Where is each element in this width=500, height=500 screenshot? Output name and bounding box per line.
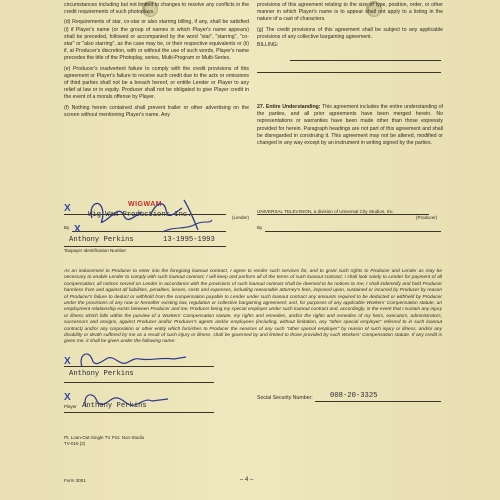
ssn-label: Social Security Number:	[257, 395, 313, 401]
right-column-text	[257, 2, 443, 49]
taxpayer-label: Taxpayer Identification Number	[64, 248, 127, 253]
taxpayer-line	[64, 246, 226, 247]
billing-line	[290, 60, 441, 61]
lender-by-label: By	[64, 225, 70, 230]
left-para-1: circumstances including but not limited to changes to resolve any conflicts in the credit requirements of such photoplays.	[64, 2, 249, 16]
form-number: Form 3001	[64, 478, 86, 483]
inducement-paragraph: As an inducement to Producer to enter into the foregoing loanout contract, I agree to render such services for, and to grant such rights to Producer and Lender as may be necessary to enable Lender to comply with such loanout contract; I will keep and perform all of the terms of such loanout contract; I shall look solely to Lender for payment of all compensation; all notices served on Lender in accordance with the provisions of such loanout contract shall be deemed to be notices to me; I shall indemnify and hold Producer harmless from and against all liabilities, penalties, losses, costs and expenses, including reasonable attorney's fees, imposed upon, sustained or incurred by Producer by reason of Producer's failure to deduct or withhold from the compensation payable to Lender under such loanout contract any amounts required to be deducted or withheld by Producer under the provisions of any now or hereafter existing law, regulation or collective bargaining agreement; and, for purposes of any applicable Workers' Compensation statute, an employment relationship exists between Producer and me, Producer being my special employer under such loanout contract and, accordingly, in the event that I sustain any injury or illness which falls within the purview of a Workers' Compensation statute, my rights and remedies, and/or the rights and remedies of my heirs, executors, administrators, successors and assigns, against Producer and/or Producer's agents and/or employees (including, without limitation, any "other special employer" referred to in such loanout contract) and/or any corporation or other entity which furnishes to Producer the services of any such "other special employer" by reason of such injury or illness, and/or any disability or death suffered by me as a result of such injury or illness, shall be governed by and limited to those provided by such Workers' Compensation statute. If any credit is given me, it shall be given under the following name:	[64, 269, 442, 345]
taxpayer-id-number: 13-1995-1993	[163, 236, 215, 244]
player-name-line	[64, 382, 214, 383]
producer-company-line	[257, 214, 429, 215]
right-para-2: (g) The credit provisions of this agreement shall be subject to any applicable provisions of any collective bargaining agreement.	[257, 26, 443, 40]
entire-understanding-heading: 27. Entire Understanding:	[257, 104, 321, 110]
left-para-3: (e) Producer's inadvertent failure to comply with the credit provisions of this agreement or Player's failure to receive such credit due to the acts or omissions of third parties shall not be a breach hereof, or entitle Lender or Player to any relief at law or in equity. Producer shall not be obligated to give Player credit in the event of a morals offense by Player.	[64, 65, 249, 101]
billing-label: BILLING:	[257, 42, 279, 49]
left-para-4: (f) Nothing herein contained shall prevent trailer or other advertising on the screen without mentioning Player's name. Any	[64, 104, 249, 118]
producer-by-line	[265, 231, 441, 232]
x-mark: X	[64, 392, 71, 403]
right-para-1: provisions of this agreement relating to the size of type, position, order, or other manner in which Player's name is to appear shall not apply to a listing in the nature of a cast of characters.	[257, 2, 443, 23]
player-label: Player	[64, 404, 77, 409]
player-name-2: Anthony Perkins	[82, 402, 147, 410]
producer-label: (Producer)	[416, 215, 438, 220]
lender-signature	[62, 190, 232, 240]
page-number: – 4 –	[240, 477, 254, 483]
ssn-value: 008-20-3325	[330, 392, 378, 400]
player-signature-line	[64, 366, 214, 367]
x-mark: X	[64, 356, 71, 367]
lender-company-name: Wig Wam Productions Inc.	[88, 211, 192, 219]
player-name: Anthony Perkins	[69, 370, 134, 378]
ssn-line	[315, 401, 441, 402]
entire-understanding-text: This agreement includes the entire understanding of the parties, and all prior agreements have been merged herein. No representations or warranties have been made other than those expressly provided for herein. Paragraph headings are not part of this agreement and shall be disregarded in construing it. This agreement may not be altered, modified or changed in any way except by an instrument in writing signed by the parties.	[257, 104, 444, 147]
x-mark: X	[74, 224, 81, 235]
lender-signatory-name: Anthony Perkins	[69, 236, 134, 244]
form-description: Pt. Loan-Out-Single TV Pict. Non-Studio	[64, 435, 145, 440]
billing-line-2	[257, 72, 441, 73]
lender-label: (Lender)	[232, 215, 250, 220]
entire-understanding-section	[257, 104, 443, 147]
left-para-2: (d) Requirements of star, co-star or also starring billing, if any, shall be satisfied (i) if Player's name (or the group of names in which Player's name appears) shall be preceded, followed or accompanied by the word "star", "starring", "co-star" or "also starring", as the case may be, or their respective equivalents or (ii) if, at Producer's discretion, with or without the use of such words, Player's name precedes the title of the Photoplay, series, Multi-Program or Multi-Series.	[64, 19, 249, 62]
producer-company-name: UNIVERSAL TELEVISION, a division of Universal City Studios, Inc.	[257, 209, 395, 214]
player-name-2-line	[64, 412, 214, 413]
left-column-text	[64, 2, 249, 119]
producer-by-label: By	[257, 225, 263, 230]
wigwam-stamp: WIGWAM	[128, 201, 163, 208]
form-code: TV-015 (2)	[64, 441, 86, 446]
x-mark: X	[64, 203, 71, 214]
